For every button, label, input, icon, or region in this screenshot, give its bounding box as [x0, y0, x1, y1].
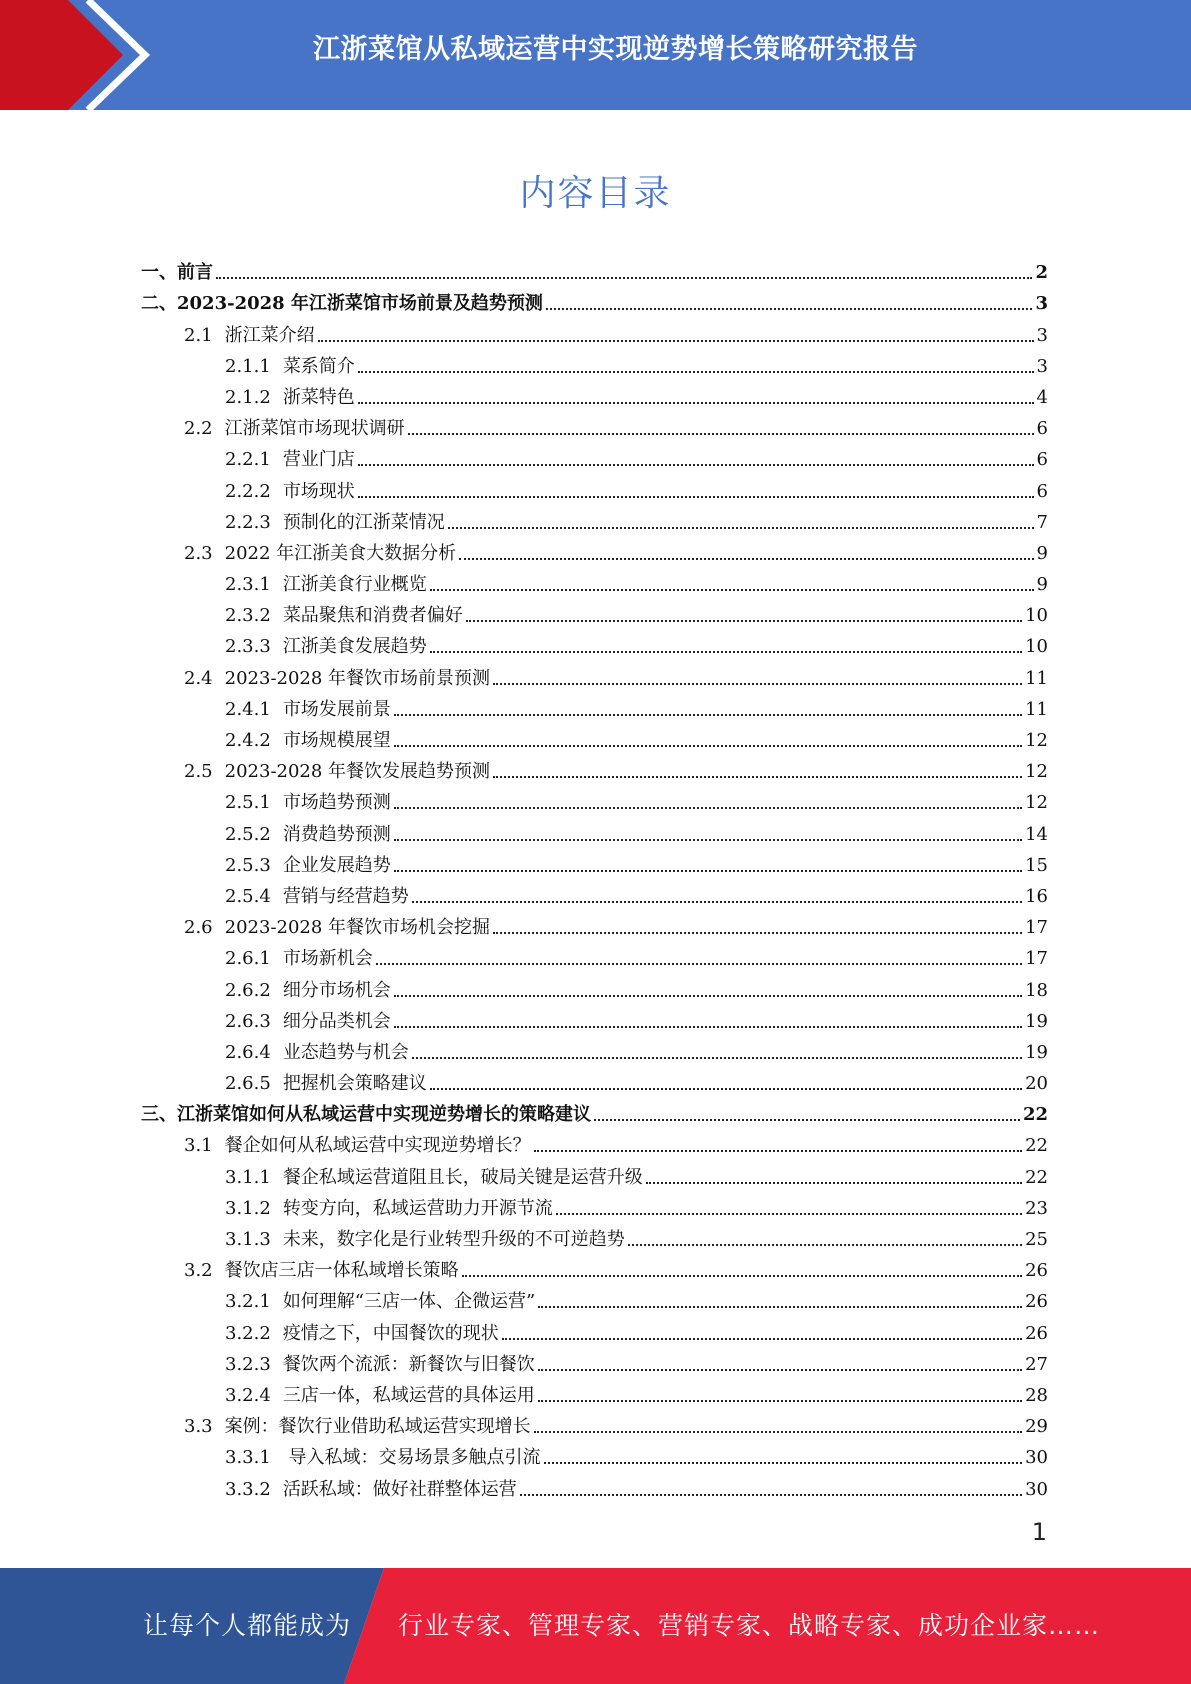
toc-entry-label [225, 729, 391, 753]
toc-entry-title: 浙江菜介绍 [224, 324, 315, 346]
toc-dot-leader [646, 1182, 1022, 1184]
toc-entry[interactable] [141, 628, 1048, 659]
toc-entry[interactable] [141, 348, 1048, 379]
toc-dot-leader [412, 1057, 1022, 1059]
toc-entry-title: 如何理解“三店一体、企微运营” [282, 1291, 536, 1313]
toc-entry[interactable] [141, 1034, 1048, 1065]
footer-slogan-left: 让每个人都能成为 [143, 1611, 352, 1640]
toc-entry[interactable] [141, 691, 1048, 722]
toc-entry[interactable] [141, 504, 1048, 535]
toc-entry-number: 2.3.3 [225, 636, 271, 658]
toc-entry-label [225, 1353, 535, 1377]
toc-entry-number: 2.4.2 [225, 730, 271, 751]
toc-entry-title: 餐企私域运营道阻且长，破局关键是运营升级 [282, 1166, 643, 1188]
toc-dot-leader [546, 308, 1033, 310]
toc-entry-title: 市场现状 [282, 480, 355, 502]
toc-dot-leader [534, 1150, 1022, 1152]
toc-entry[interactable] [141, 971, 1048, 1002]
toc-entry[interactable] [141, 1252, 1048, 1283]
toc-entry-number: 2.2.1 [225, 449, 271, 471]
toc-dot-leader [394, 745, 1022, 747]
toc-entry-number: 2.6 [184, 917, 213, 939]
toc-entry-number: 3.3 [184, 1416, 213, 1438]
toc-entry-number: 3.1.2 [225, 1197, 271, 1219]
toc-entry-number: 3.1.3 [225, 1229, 271, 1250]
toc-entry[interactable] [141, 410, 1048, 441]
toc-entry-label [225, 1010, 391, 1034]
toc-entry-label [141, 1103, 591, 1127]
toc-entry-page: 19 [1025, 1041, 1048, 1063]
toc-entry-label [225, 1322, 499, 1346]
toc-dot-leader [430, 589, 1034, 591]
toc-entry[interactable] [141, 659, 1048, 690]
toc-entry-label [225, 947, 373, 971]
toc-entry-title: 市场规模展望 [282, 730, 391, 751]
toc-entry-page: 7 [1036, 511, 1048, 533]
toc-entry-number: 3.1.1 [225, 1166, 271, 1188]
toc-entry[interactable] [141, 1158, 1048, 1189]
toc-entry-label [184, 542, 456, 566]
toc-dot-leader [394, 807, 1022, 809]
toc-entry-number: 2.2.2 [225, 480, 271, 502]
toc-entry-number: 2.5.2 [225, 823, 271, 845]
toc-entry-number: 2.4 [184, 667, 213, 689]
toc-dot-leader [493, 683, 1022, 685]
toc-dot-leader [556, 1213, 1022, 1215]
toc-entry-title: 2023-2028 年江浙菜馆市场前景及趋势预测 [177, 293, 543, 315]
toc-entry-number: 2.5.3 [225, 854, 271, 876]
toc-entry-label [225, 979, 391, 1003]
toc-dot-leader [412, 901, 1022, 903]
toc-entry-title: 2022 年江浙美食大数据分析 [224, 542, 457, 564]
toc-entry-title: 餐饮店三店一体私域增长策略 [224, 1260, 459, 1282]
toc-dot-leader [358, 496, 1034, 498]
toc-entry-page: 11 [1025, 698, 1048, 720]
toc-entry-number: 2.5.4 [225, 885, 271, 907]
toc-dot-leader [538, 1369, 1022, 1371]
toc-entry-title: 业态趋势与机会 [282, 1041, 409, 1063]
toc-entry-page: 29 [1025, 1416, 1048, 1438]
toc-entry-number: 三、 [141, 1104, 177, 1126]
toc-entry-number: 2.3.2 [225, 605, 271, 627]
toc-dot-leader [394, 839, 1022, 841]
toc-entry-title: 市场新机会 [282, 948, 373, 970]
toc-entry-page: 10 [1025, 605, 1048, 627]
toc-entry-page: 3 [1036, 355, 1048, 377]
toc-entry-label [184, 760, 490, 784]
toc-entry-number: 2.1.2 [225, 386, 271, 408]
toc-entry[interactable] [141, 1065, 1048, 1096]
toc-entry-number: 3.3.1 [225, 1447, 271, 1469]
toc-dot-leader [394, 995, 1022, 997]
toc-dot-leader [358, 371, 1034, 373]
toc-entry-title: 预制化的江浙菜情况 [282, 511, 445, 533]
toc-entry-page: 17 [1025, 917, 1048, 939]
toc-entry[interactable] [141, 1346, 1048, 1377]
toc-dot-leader [534, 1431, 1022, 1433]
toc-entry[interactable] [141, 847, 1048, 878]
toc-dot-leader [318, 340, 1034, 342]
toc-entry[interactable] [141, 472, 1048, 503]
toc-entry[interactable] [141, 1314, 1048, 1345]
toc-entry-title: 餐饮两个流派：新餐饮与旧餐饮 [282, 1353, 535, 1375]
toc-entry[interactable] [141, 566, 1048, 597]
toc-entry-page: 10 [1025, 636, 1048, 658]
toc-entry-title: 案例：餐饮行业借助私域运营实现增长 [224, 1416, 531, 1438]
toc-entry-number: 二、 [141, 293, 177, 315]
toc-entry-title: 2023-2028 年餐饮市场前景预测 [224, 667, 491, 689]
toc-entry-page: 30 [1025, 1478, 1048, 1500]
toc-entry-page: 6 [1036, 449, 1048, 471]
toc-entry-number: 3.2.3 [225, 1353, 271, 1375]
toc-entry-page: 23 [1025, 1197, 1048, 1219]
toc-entry-page: 20 [1025, 1073, 1048, 1095]
toc-entry-number: 2.2.3 [225, 511, 271, 533]
toc-entry-page: 11 [1025, 667, 1048, 689]
toc-entry-page: 26 [1025, 1291, 1048, 1313]
toc-dot-leader [394, 714, 1022, 716]
toc-dot-leader [394, 1026, 1022, 1028]
toc-dot-leader [544, 1462, 1023, 1464]
toc-entry-label [184, 916, 490, 940]
toc-entry-number: 2.3 [184, 542, 213, 564]
toc-entry-label [225, 885, 409, 909]
toc-entry[interactable] [141, 753, 1048, 784]
chevron-arrow-icon [0, 0, 160, 110]
toc-entry-label [225, 604, 463, 628]
toc-entry-page: 26 [1025, 1322, 1048, 1344]
toc-entry-title: 转变方向，私域运营助力开源节流 [282, 1197, 553, 1219]
toc-heading: 内容目录 [519, 173, 672, 214]
toc-entry-number: 3.2.1 [225, 1291, 271, 1313]
toc-entry-label [225, 511, 445, 535]
toc-entry[interactable] [141, 597, 1048, 628]
toc-entry-page: 18 [1025, 979, 1048, 1001]
toc-entry-title: 细分品类机会 [282, 1010, 391, 1032]
toc-dot-leader [216, 277, 1032, 279]
toc-entry-number: 2.6.4 [225, 1041, 271, 1063]
toc-entry-label [225, 1384, 535, 1408]
toc-dot-leader [448, 527, 1034, 529]
toc-entry-label [184, 1134, 531, 1158]
toc-entry-page: 4 [1036, 386, 1048, 408]
page-number: 1 [1031, 1518, 1047, 1546]
toc-entry-number: 2.2 [184, 418, 213, 440]
toc-entry-label [225, 791, 391, 815]
toc-entry-number: 3.2.2 [225, 1322, 271, 1344]
toc-entry-page: 17 [1025, 948, 1048, 970]
toc-entry[interactable] [141, 878, 1048, 909]
toc-entry-title: 营业门店 [282, 449, 355, 471]
toc-dot-leader [358, 464, 1034, 466]
toc-entry[interactable] [141, 1470, 1048, 1501]
toc-entry[interactable] [141, 254, 1048, 285]
report-title: 江浙菜馆从私域运营中实现逆势增长策略研究报告 [313, 34, 918, 65]
toc-entry-title: 2023-2028 年餐饮发展趋势预测 [224, 761, 491, 783]
toc-entry-label [184, 1259, 459, 1283]
toc-entry-title: 江浙菜馆市场现状调研 [224, 418, 405, 440]
toc-entry-label [225, 573, 427, 597]
toc-dot-leader [538, 1306, 1022, 1308]
toc-entry-label [225, 698, 391, 722]
toc-entry-label [141, 261, 213, 285]
toc-entry[interactable] [141, 784, 1048, 815]
toc-dot-leader [459, 558, 1033, 560]
toc-entry-label [225, 1290, 535, 1314]
toc-entry-page: 19 [1025, 1010, 1048, 1032]
toc-entry-number: 2.6.1 [225, 948, 271, 970]
toc-entry-title: 导入私域：交易场景多触点引流 [282, 1447, 541, 1469]
toc-entry-label [141, 292, 543, 316]
toc-dot-leader [462, 1275, 1022, 1277]
toc-entry-number: 2.1.1 [225, 355, 271, 377]
toc-dot-leader [376, 963, 1022, 965]
toc-dot-leader [466, 620, 1022, 622]
toc-entry-label [225, 1041, 409, 1065]
toc-entry-page: 3 [1036, 324, 1048, 346]
toc-entry-page: 14 [1025, 823, 1048, 845]
toc-entry-title: 市场发展前景 [282, 698, 391, 720]
toc-entry-title: 细分市场机会 [282, 979, 391, 1001]
toc-entry-number: 2.1 [184, 324, 213, 346]
toc-entry-page: 27 [1025, 1353, 1048, 1375]
toc-entry-page: 22 [1025, 1135, 1048, 1157]
toc-entry-page: 25 [1025, 1229, 1048, 1250]
toc-entry-title: 把握机会策略建议 [282, 1073, 427, 1095]
toc-entry-number: 2.6.3 [225, 1010, 271, 1032]
toc-entry[interactable] [141, 441, 1048, 472]
toc-entry-page: 12 [1025, 761, 1048, 783]
toc-entry-label [225, 1166, 643, 1190]
toc-entry-page: 30 [1025, 1447, 1048, 1469]
toc-entry-number: 一、 [141, 262, 177, 284]
toc-entry-label [184, 667, 490, 691]
toc-entry-title: 菜品聚焦和消费者偏好 [282, 605, 463, 627]
toc-entry-page: 9 [1036, 542, 1048, 564]
toc-entry-page: 6 [1036, 480, 1048, 502]
toc-entry-page: 16 [1025, 885, 1048, 907]
toc-entry-label [225, 448, 355, 472]
table-of-contents [141, 254, 1048, 1502]
toc-entry[interactable] [141, 1096, 1048, 1127]
toc-entry-title: 企业发展趋势 [282, 854, 391, 876]
toc-entry-page: 6 [1036, 418, 1048, 440]
toc-entry-title: 餐企如何从私域运营中实现逆势增长？ [224, 1135, 531, 1157]
toc-entry[interactable] [141, 535, 1048, 566]
toc-dot-leader [430, 651, 1022, 653]
toc-entry-page: 28 [1025, 1384, 1048, 1406]
toc-entry-title: 前言 [177, 262, 213, 284]
toc-entry-number: 2.4.1 [225, 698, 271, 720]
toc-entry-number: 2.3.1 [225, 574, 271, 596]
toc-entry-number: 2.6.5 [225, 1073, 271, 1095]
toc-entry-title: 营销与经营趋势 [282, 885, 409, 907]
toc-entry-number: 2.6.2 [225, 979, 271, 1001]
toc-entry[interactable] [141, 1408, 1048, 1439]
toc-dot-leader [493, 776, 1022, 778]
toc-entry-number: 3.1 [184, 1135, 213, 1157]
toc-entry[interactable] [141, 316, 1048, 347]
toc-entry-label [225, 854, 391, 878]
toc-entry-page: 12 [1025, 792, 1048, 814]
toc-dot-leader [538, 1400, 1022, 1402]
toc-entry-title: 疫情之下，中国餐饮的现状 [282, 1322, 499, 1344]
toc-entry-label [184, 417, 405, 441]
toc-entry-label [225, 1072, 427, 1096]
toc-dot-leader [594, 1119, 1020, 1121]
footer-slogan-right: 行业专家、管理专家、营销专家、战略专家、成功企业家…… [398, 1611, 1101, 1640]
toc-entry[interactable] [141, 1127, 1048, 1158]
toc-entry-page: 12 [1025, 730, 1048, 751]
toc-entry-label [225, 1197, 553, 1221]
toc-entry-page: 3 [1035, 293, 1048, 315]
toc-entry-label [225, 480, 355, 504]
toc-entry-number: 3.2.4 [225, 1384, 271, 1406]
toc-entry-label [184, 324, 315, 348]
toc-entry-label [225, 1228, 625, 1252]
toc-dot-leader [358, 402, 1034, 404]
toc-dot-leader [628, 1244, 1022, 1246]
toc-entry-title: 活跃私域：做好社群整体运营 [282, 1478, 517, 1500]
toc-dot-leader [394, 870, 1022, 872]
toc-dot-leader [408, 433, 1034, 435]
toc-entry-number: 2.5.1 [225, 792, 271, 814]
toc-entry-label [225, 386, 355, 410]
toc-entry-title: 三店一体，私域运营的具体运用 [282, 1384, 535, 1406]
toc-entry-page: 9 [1036, 574, 1048, 596]
toc-entry-label [225, 355, 355, 379]
toc-entry-title: 市场趋势预测 [282, 792, 391, 814]
toc-entry[interactable] [141, 722, 1048, 753]
toc-entry-label [184, 1415, 531, 1439]
toc-entry-label [225, 1478, 517, 1502]
footer-banner [0, 1568, 1191, 1684]
toc-entry[interactable] [141, 909, 1048, 940]
toc-entry-page: 22 [1022, 1104, 1048, 1126]
toc-entry[interactable] [141, 940, 1048, 971]
toc-entry[interactable] [141, 1439, 1048, 1470]
toc-entry[interactable] [141, 1221, 1048, 1252]
toc-entry-number: 3.3.2 [225, 1478, 271, 1500]
toc-entry-label [225, 635, 427, 659]
toc-entry[interactable] [141, 1377, 1048, 1408]
toc-entry-title: 未来，数字化是行业转型升级的不可逆趋势 [282, 1229, 625, 1250]
toc-entry-page: 2 [1035, 262, 1048, 284]
toc-dot-leader [430, 1088, 1022, 1090]
toc-entry[interactable] [141, 1003, 1048, 1034]
toc-entry-title: 江浙菜馆如何从私域运营中实现逆势增长的策略建议 [177, 1104, 591, 1126]
toc-entry[interactable] [141, 815, 1048, 846]
toc-entry-number: 3.2 [184, 1260, 213, 1282]
header-banner [0, 0, 1191, 110]
toc-entry-page: 26 [1025, 1260, 1048, 1282]
toc-entry-title: 消费趋势预测 [282, 823, 391, 845]
toc-entry-title: 江浙美食发展趋势 [282, 636, 427, 658]
toc-entry-title: 浙菜特色 [282, 386, 355, 408]
toc-dot-leader [502, 1338, 1022, 1340]
toc-entry-page: 15 [1025, 854, 1048, 876]
toc-dot-leader [493, 932, 1022, 934]
toc-entry-title: 2023-2028 年餐饮市场机会挖掘 [224, 917, 491, 939]
toc-entry-page: 22 [1025, 1166, 1048, 1188]
toc-entry[interactable] [141, 379, 1048, 410]
toc-entry[interactable] [141, 1190, 1048, 1221]
toc-entry-label [225, 823, 391, 847]
toc-entry[interactable] [141, 285, 1048, 316]
toc-entry-title: 菜系简介 [282, 355, 355, 377]
toc-entry[interactable] [141, 1283, 1048, 1314]
toc-entry-label [225, 1446, 541, 1470]
toc-entry-title: 江浙美食行业概览 [282, 574, 427, 596]
toc-entry-number: 2.5 [184, 761, 213, 783]
toc-dot-leader [520, 1494, 1022, 1496]
